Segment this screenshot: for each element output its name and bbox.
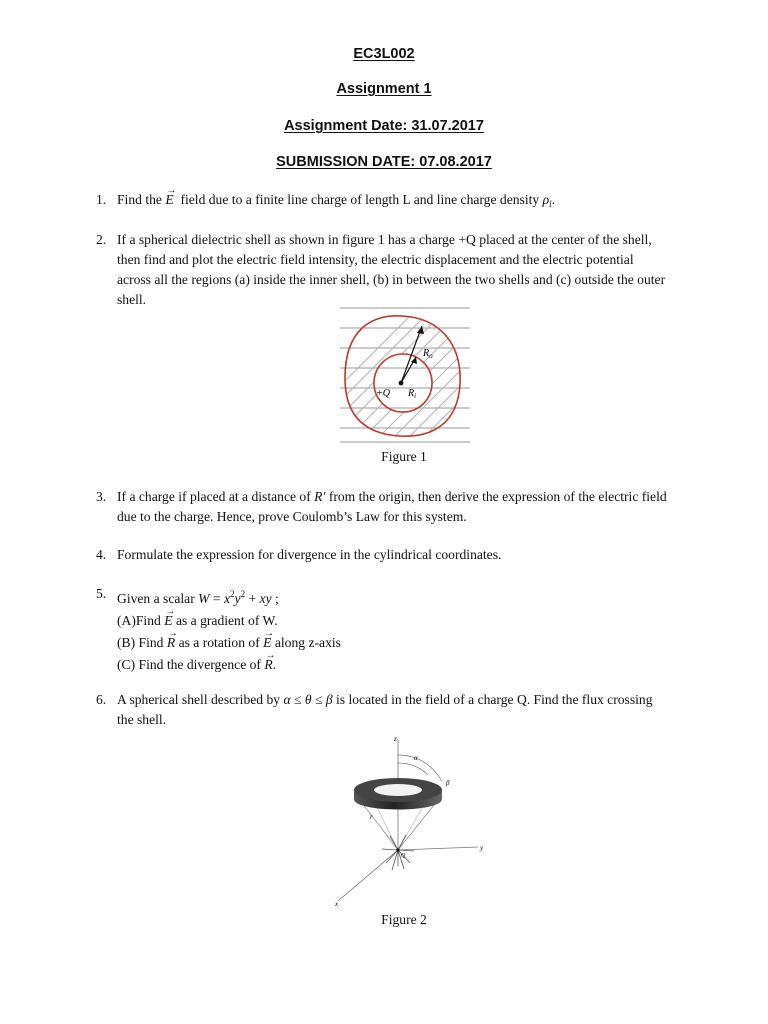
q6-text-b: is located in the field of a charge Q. Find the flux crossing — [336, 692, 653, 707]
alpha-label: α — [414, 754, 418, 762]
q5a-text: (A)Find — [117, 613, 161, 628]
y-axis-label: y — [480, 844, 484, 852]
q5a-text-b: as a gradient of W. — [175, 613, 278, 628]
figure-1-diagram — [340, 306, 470, 446]
q4-text: Formulate the expression for divergence in the cylindrical coordinates. — [117, 547, 502, 562]
question-number: 3. — [96, 489, 107, 504]
q3-line-2: due to the charge. Hence, prove Coulomb’s Law for this system. — [117, 509, 467, 524]
y-symbol: y — [234, 591, 241, 606]
q1-text-a: Find the — [117, 192, 162, 207]
plus-sign: + — [248, 591, 257, 606]
question-number: 5. — [96, 586, 107, 601]
question-number: 1. — [96, 192, 107, 207]
e-vector-symbol: → E — [263, 632, 271, 654]
assignment-date: Assignment Date: 31.07.2017 — [284, 118, 484, 134]
q5b-text: (B) Find — [117, 635, 164, 650]
q6-text-a: A spherical shell described by — [117, 692, 281, 707]
rho-symbol: ρ — [542, 192, 550, 207]
r-vector-symbol: → R — [264, 654, 272, 676]
z-axis-label: z — [394, 735, 397, 743]
q2-line-2: then find and plot the electric field intensity, the electric displacement and the electric potential — [117, 252, 634, 267]
xy-term: xy — [259, 591, 272, 606]
assignment-title: Assignment 1 — [336, 81, 432, 97]
figure-2-caption: Figure 2 — [381, 912, 427, 927]
r-vector-symbol: → R — [167, 632, 175, 654]
question-1 — [96, 190, 696, 214]
q5c-text: (C) Find the divergence of — [117, 657, 261, 672]
submission-date: SUBMISSION DATE: 07.08.2017 — [276, 154, 492, 170]
angle-range-symbol: α ≤ θ ≤ β — [283, 692, 333, 707]
semicolon: ; — [275, 591, 279, 606]
x-exponent: 2 — [230, 589, 235, 599]
question-5 — [96, 583, 696, 676]
w-symbol: W — [198, 591, 210, 606]
e-vector-symbol: → E — [164, 610, 172, 632]
question-3 — [96, 487, 696, 527]
q5c-period: . — [272, 657, 277, 672]
q1-period: . — [551, 192, 556, 207]
q5-intro: Given a scalar — [117, 591, 195, 606]
x-axis-label: x — [335, 900, 339, 908]
r-prime-symbol: R′ — [314, 489, 326, 504]
x-axis — [338, 850, 398, 901]
charge-q-label: Q — [401, 853, 406, 859]
r-label: r — [370, 813, 373, 821]
charge-point — [396, 848, 399, 851]
y-axis — [398, 847, 478, 850]
q3-text-a: If a charge if placed at a distance of — [117, 489, 311, 504]
figure-2-diagram — [330, 733, 490, 908]
question-6 — [96, 690, 696, 730]
figure-1-caption: Figure 1 — [381, 449, 427, 464]
beta-label: β — [446, 779, 450, 787]
charge-label: +Q — [376, 388, 390, 399]
question-number: 4. — [96, 547, 107, 562]
q2-line-3: across all the regions (a) inside the inner shell, (b) in between the two shells and (c) outside the outer — [117, 272, 666, 287]
q2-line-1: If a spherical dielectric shell as shown in figure 1 has a charge +Q placed at the center of the shell, — [117, 232, 652, 247]
rho-subscript: l — [549, 199, 552, 209]
beta-arc — [398, 755, 442, 781]
q5b-text-b: as a rotation of — [178, 635, 260, 650]
question-number: 6. — [96, 692, 107, 707]
question-2 — [96, 230, 696, 310]
q6-line-2: the shell. — [117, 712, 167, 727]
e-vector-symbol: → E — [165, 190, 173, 210]
equals-sign: = — [212, 591, 221, 606]
alpha-arc — [398, 763, 428, 775]
q3-text-b: from the origin, then derive the expression of the electric field — [328, 489, 667, 504]
question-number: 2. — [96, 232, 107, 247]
q1-text-b: field due to a finite line charge of length L and line charge density — [180, 192, 540, 207]
question-4 — [96, 545, 696, 565]
q5b-text-c: along z-axis — [274, 635, 341, 650]
x-symbol: x — [223, 591, 231, 606]
inner-radius-label: $R_i$ — [408, 388, 417, 400]
q2-line-4: shell. — [117, 292, 147, 307]
course-code: EC3L002 — [353, 46, 415, 62]
y-exponent: 2 — [240, 589, 246, 599]
outer-radius-label: $R_o$ — [423, 348, 433, 360]
charge-point — [399, 381, 404, 386]
